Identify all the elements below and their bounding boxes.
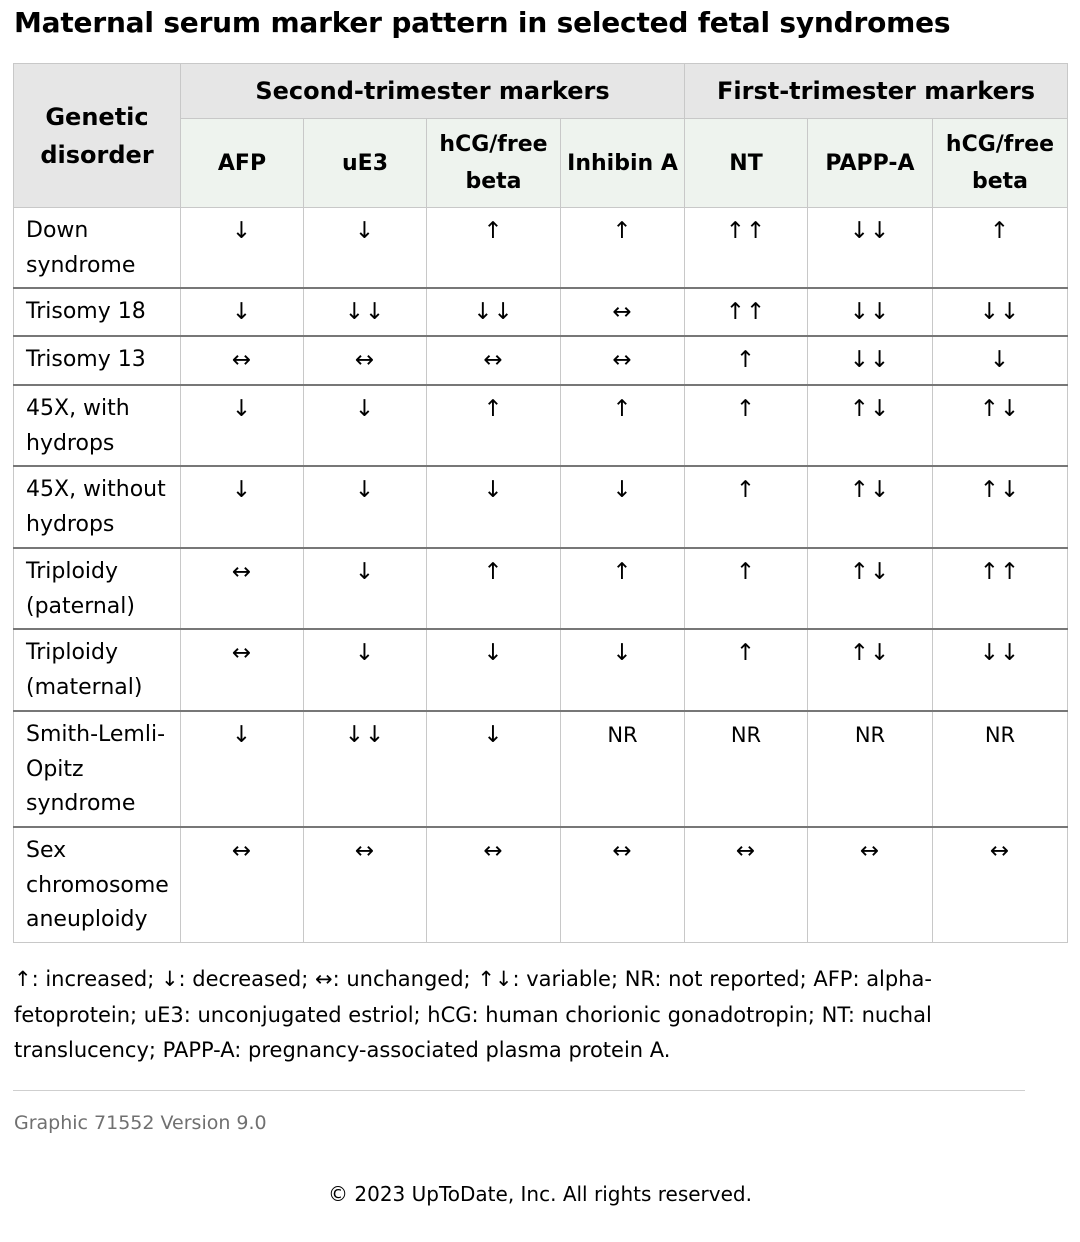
- marker-value-cell: ↑: [427, 208, 561, 289]
- column-header-inhibin-a: Inhibin A: [561, 119, 685, 208]
- marker-value-cell: ↓: [561, 629, 685, 711]
- table-row: [14, 711, 1068, 827]
- table-row: [14, 288, 1068, 336]
- marker-value-cell: ↑: [685, 548, 808, 629]
- marker-value-cell: ↔: [181, 336, 304, 385]
- disorder-cell: Smith-Lemli-Opitz syndrome: [14, 711, 181, 827]
- table-row: [14, 466, 1068, 548]
- marker-value-cell: ↓: [561, 466, 685, 548]
- marker-value-cell: ↓: [304, 629, 427, 711]
- marker-value-cell: ↓: [181, 385, 304, 466]
- marker-value-cell: ↔: [561, 827, 685, 942]
- marker-table: [13, 63, 1068, 943]
- marker-value-cell: ↓: [181, 466, 304, 548]
- marker-value-cell: ↑: [561, 548, 685, 629]
- marker-value-cell: ↔: [181, 629, 304, 711]
- marker-value-cell: ↑: [933, 208, 1068, 289]
- marker-value-cell: ↔: [181, 548, 304, 629]
- disorder-cell: 45X, without hydrops: [14, 466, 181, 548]
- marker-value-cell: ↓↓: [808, 288, 933, 336]
- disorder-cell: Triploidy (maternal): [14, 629, 181, 711]
- table-row: [14, 629, 1068, 711]
- marker-value-cell: NR: [685, 711, 808, 827]
- copyright: © 2023 UpToDate, Inc. All rights reserved.: [328, 1182, 752, 1206]
- marker-value-cell: ↓: [181, 288, 304, 336]
- marker-value-cell: ↓: [181, 711, 304, 827]
- marker-value-cell: ↑↑: [933, 548, 1068, 629]
- marker-value-cell: ↓: [304, 385, 427, 466]
- marker-value-cell: ↓: [427, 711, 561, 827]
- marker-value-cell: ↑: [685, 336, 808, 385]
- marker-value-cell: ↓↓: [933, 288, 1068, 336]
- marker-value-cell: ↓↓: [427, 288, 561, 336]
- second-trimester-header: Second-trimester markers: [181, 64, 685, 119]
- marker-value-cell: ↓: [304, 548, 427, 629]
- divider: [13, 1090, 1025, 1091]
- table-row: [14, 827, 1068, 942]
- graphic-version: Graphic 71552 Version 9.0: [14, 1112, 267, 1134]
- marker-value-cell: ↔: [808, 827, 933, 942]
- marker-value-cell: ↑: [561, 208, 685, 289]
- table-row: [14, 385, 1068, 466]
- page-title: Maternal serum marker pattern in selected fetal syndromes: [14, 6, 951, 39]
- marker-value-cell: ↑: [685, 466, 808, 548]
- table-row: [14, 548, 1068, 629]
- marker-value-cell: ↑↓: [808, 629, 933, 711]
- marker-value-cell: ↓↓: [933, 629, 1068, 711]
- table-body: [14, 208, 1068, 943]
- column-header-afp: AFP: [181, 119, 304, 208]
- footnote: ↑: increased; ↓: decreased; ↔: unchanged; ↑↓: variable; NR: not reported; AFP: alpha-fetoprotein; uE3: unconjugated estriol; hCG: human chorionic gonadotropin; NT: nuchal translucency; PAPP-A: pregnancy-associated plasma protein A.: [14, 967, 932, 1062]
- marker-value-cell: ↑↑: [685, 208, 808, 289]
- marker-value-cell: ↑↓: [933, 385, 1068, 466]
- marker-value-cell: ↔: [685, 827, 808, 942]
- marker-value-cell: ↑: [427, 385, 561, 466]
- column-header-nt: NT: [685, 119, 808, 208]
- disorder-cell: Down syndrome: [14, 208, 181, 289]
- marker-value-cell: ↓: [304, 466, 427, 548]
- marker-value-cell: NR: [808, 711, 933, 827]
- marker-value-cell: ↓↓: [304, 288, 427, 336]
- group-header-row: [14, 64, 1068, 119]
- marker-value-cell: ↑↓: [933, 466, 1068, 548]
- first-trimester-header: First-trimester markers: [685, 64, 1068, 119]
- marker-value-cell: NR: [561, 711, 685, 827]
- column-header-hcg-first: hCG/free beta: [933, 119, 1068, 208]
- marker-value-cell: ↑: [685, 385, 808, 466]
- marker-value-cell: ↔: [933, 827, 1068, 942]
- disorder-cell: 45X, with hydrops: [14, 385, 181, 466]
- marker-value-cell: ↔: [304, 336, 427, 385]
- disorder-cell: Triploidy (paternal): [14, 548, 181, 629]
- marker-value-cell: ↑↓: [808, 385, 933, 466]
- marker-value-cell: ↓↓: [304, 711, 427, 827]
- marker-value-cell: ↓: [427, 629, 561, 711]
- marker-value-cell: ↓: [933, 336, 1068, 385]
- disorder-cell: Trisomy 18: [14, 288, 181, 336]
- marker-value-cell: ↑↑: [685, 288, 808, 336]
- marker-value-cell: ↓↓: [808, 336, 933, 385]
- column-header-papp-a: PAPP-A: [808, 119, 933, 208]
- marker-value-cell: ↑↓: [808, 466, 933, 548]
- table-row: [14, 336, 1068, 385]
- marker-value-cell: ↔: [427, 336, 561, 385]
- marker-value-cell: ↔: [427, 827, 561, 942]
- marker-value-cell: ↔: [561, 336, 685, 385]
- column-header-hcg-second: hCG/free beta: [427, 119, 561, 208]
- marker-value-cell: ↓: [181, 208, 304, 289]
- marker-value-cell: ↔: [181, 827, 304, 942]
- marker-value-cell: ↑↓: [808, 548, 933, 629]
- marker-value-cell: ↑: [561, 385, 685, 466]
- marker-value-cell: ↑: [427, 548, 561, 629]
- table-row: [14, 208, 1068, 289]
- marker-value-cell: ↑: [685, 629, 808, 711]
- column-header-ue3: uE3: [304, 119, 427, 208]
- marker-value-cell: ↔: [304, 827, 427, 942]
- marker-value-cell: ↓↓: [808, 208, 933, 289]
- genetic-disorder-header: Genetic disorder: [14, 64, 181, 208]
- disorder-cell: Trisomy 13: [14, 336, 181, 385]
- marker-value-cell: ↔: [561, 288, 685, 336]
- marker-value-cell: NR: [933, 711, 1068, 827]
- marker-value-cell: ↓: [304, 208, 427, 289]
- disorder-cell: Sex chromosome aneuploidy: [14, 827, 181, 942]
- marker-value-cell: ↓: [427, 466, 561, 548]
